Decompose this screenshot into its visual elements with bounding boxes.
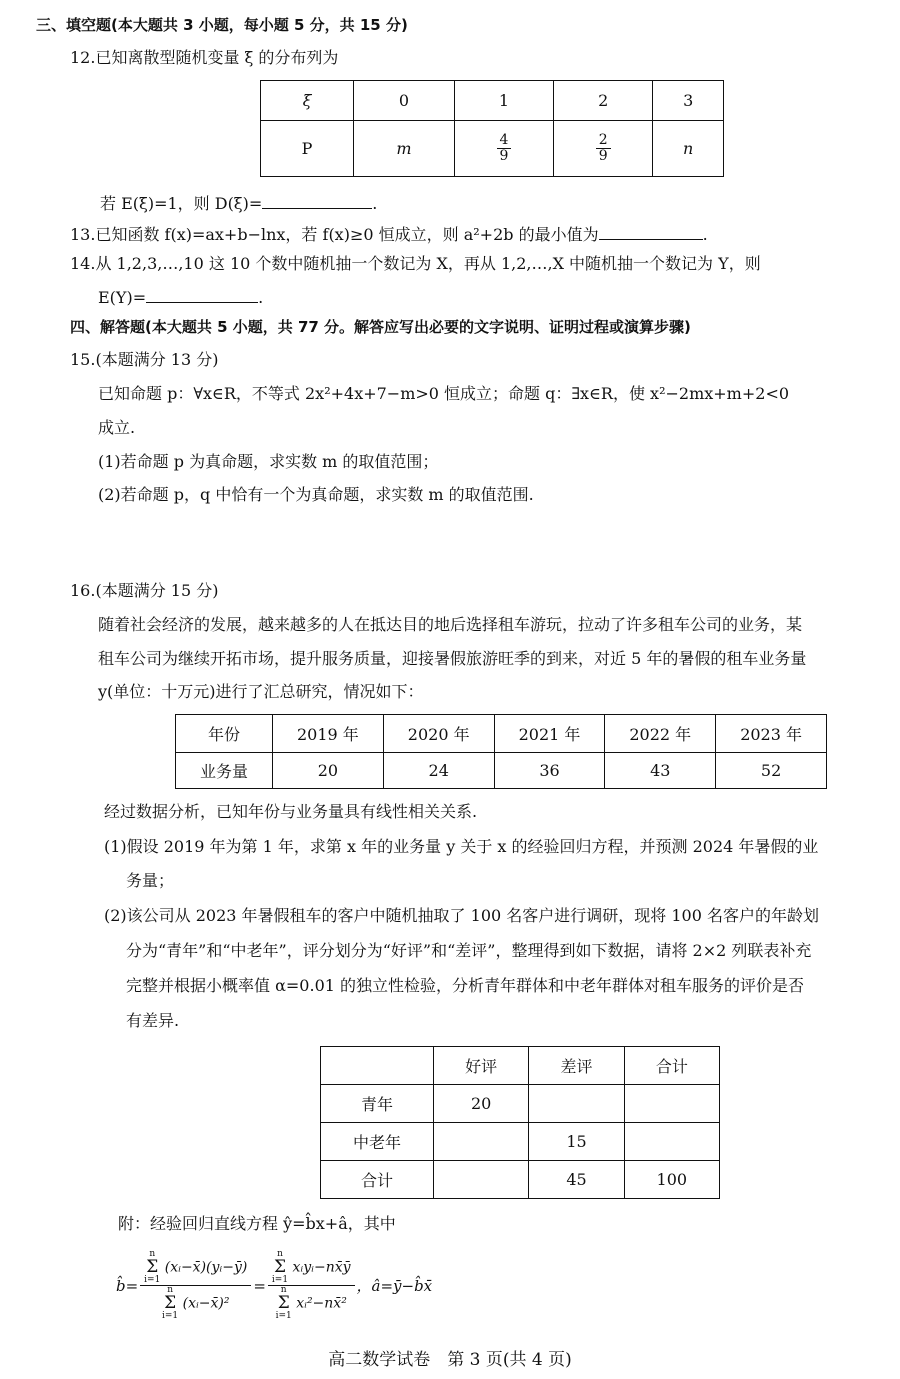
formula-text: b̂= bbox=[116, 1276, 139, 1295]
contingency-table bbox=[320, 1046, 720, 1199]
q16-paragraph: 经过数据分析，已知年份与业务量具有线性相关关系. bbox=[104, 802, 478, 821]
answer-blank[interactable] bbox=[146, 288, 258, 303]
table-cell: 2021 年 bbox=[494, 715, 605, 753]
q16-part2: 分为“青年”和“中老年”，评分划分为“好评”和“差评”，整理得到如下数据，请将 2×2 列联表补充 bbox=[126, 941, 812, 960]
table-cell: 2022 年 bbox=[605, 715, 716, 753]
section-3-heading: 三、填空题(本大题共 3 小题，每小题 5 分，共 15 分) bbox=[36, 16, 408, 34]
table-cell: 0 bbox=[354, 81, 455, 121]
table-cell: 24 bbox=[383, 753, 494, 789]
table-cell bbox=[434, 1123, 529, 1161]
sum-symbol: n Σ i=1 bbox=[162, 1285, 179, 1321]
regression-formula bbox=[116, 1250, 432, 1321]
table-cell: P bbox=[261, 121, 354, 177]
q14-line2: E(Y)= . bbox=[98, 288, 264, 307]
table-cell: 20 bbox=[273, 753, 384, 789]
table-cell: 差评 bbox=[529, 1047, 624, 1085]
table-cell bbox=[624, 1085, 719, 1123]
table-cell: 业务量 bbox=[176, 753, 273, 789]
sum-symbol: n Σ i=1 bbox=[271, 1249, 289, 1285]
table-cell: 1 bbox=[454, 81, 553, 121]
answer-blank[interactable] bbox=[599, 225, 703, 240]
q12-distribution-table bbox=[260, 80, 724, 177]
q12-tail: 若 E(ξ)=1，则 D(ξ)= . bbox=[100, 194, 378, 213]
table-cell: 合计 bbox=[321, 1161, 434, 1199]
q16-paragraph: y(单位：十万元)进行了汇总研究，情况如下： bbox=[98, 682, 424, 701]
sum-symbol: n Σ i=1 bbox=[144, 1249, 161, 1285]
q16-part2: (2)该公司从 2023 年暑假租车的客户中随机抽取了 100 名客户进行调研，现将 100 名客户的年龄划 bbox=[104, 906, 819, 925]
fraction: $\frac{2}{9}$ bbox=[596, 133, 611, 165]
table-cell: 3 bbox=[653, 81, 724, 121]
answer-blank[interactable] bbox=[262, 194, 372, 209]
table-cell: m bbox=[354, 121, 455, 177]
q15-part2: (2)若命题 p，q 中恰有一个为真命题，求实数 m 的取值范围. bbox=[98, 485, 534, 504]
table-cell: 100 bbox=[624, 1161, 719, 1199]
q13-text: 13.已知函数 f(x)=ax+b−lnx，若 f(x)≥0 恒成立，则 a²+2b 的最小值为 . bbox=[70, 225, 708, 244]
table-cell: 好评 bbox=[434, 1047, 529, 1085]
table-cell: 合计 bbox=[624, 1047, 719, 1085]
table-cell: 2019 年 bbox=[273, 715, 384, 753]
table-cell bbox=[434, 1161, 529, 1199]
table-cell: ξ bbox=[261, 81, 354, 121]
section-4-heading: 四、解答题(本大题共 5 小题，共 77 分。解答应写出必要的文字说明、证明过程或演算步骤) bbox=[70, 318, 691, 336]
table-cell: 15 bbox=[529, 1123, 624, 1161]
table-cell bbox=[554, 121, 653, 177]
table-cell: 20 bbox=[434, 1085, 529, 1123]
table-cell: 2020 年 bbox=[383, 715, 494, 753]
q15-line2: 成立. bbox=[98, 418, 136, 437]
q12-stem: 12.已知离散型随机变量 ξ 的分布列为 bbox=[70, 48, 339, 67]
table-cell: 中老年 bbox=[321, 1123, 434, 1161]
q16-paragraph: 随着社会经济的发展，越来越多的人在抵达目的地后选择租车游玩，拉动了许多租车公司的业务，某 bbox=[98, 615, 803, 634]
sum-symbol: n Σ i=1 bbox=[275, 1285, 292, 1321]
table-cell bbox=[454, 121, 553, 177]
q16-title: 16.(本题满分 15 分) bbox=[70, 581, 219, 600]
table-cell: 2 bbox=[554, 81, 653, 121]
q15-part1: (1)若命题 p 为真命题，求实数 m 的取值范围； bbox=[98, 452, 439, 471]
appendix-text: 附：经验回归直线方程 ŷ=b̂x+â，其中 bbox=[118, 1214, 396, 1233]
table-cell bbox=[529, 1085, 624, 1123]
table-cell bbox=[624, 1123, 719, 1161]
table-cell: n bbox=[653, 121, 724, 177]
fraction: $\frac{4}{9}$ bbox=[497, 133, 512, 165]
table-cell: 45 bbox=[529, 1161, 624, 1199]
table-cell: 43 bbox=[605, 753, 716, 789]
q16-paragraph: 租车公司为继续开拓市场，提升服务质量，迎接暑假旅游旺季的到来，对近 5 年的暑假的租车业务量 bbox=[98, 649, 807, 668]
page-footer: 高二数学试卷 第 3 页(共 4 页) bbox=[328, 1350, 572, 1370]
q16-business-table bbox=[175, 714, 827, 789]
formula-text: = bbox=[253, 1276, 266, 1295]
table-cell: 52 bbox=[716, 753, 827, 789]
q16-part2: 完整并根据小概率值 α=0.01 的独立性检验，分析青年群体和中老年群体对租车服务的评价是否 bbox=[126, 976, 805, 995]
fraction: n Σ i=1 xᵢyᵢ−nx̄ȳ n Σ i=1 xᵢ²−nx̄² bbox=[268, 1250, 355, 1321]
q15-line1: 已知命题 p：∀x∈R，不等式 2x²+4x+7−m>0 恒成立；命题 q：∃x∈R，使 x²−2mx+m+2<0 bbox=[98, 384, 790, 403]
formula-text: ，â=ȳ−b̂x̄ bbox=[356, 1277, 433, 1295]
table-cell: 2023 年 bbox=[716, 715, 827, 753]
q16-part1: (1)假设 2019 年为第 1 年，求第 x 年的业务量 y 关于 x 的经验回归方程，并预测 2024 年暑假的业 bbox=[104, 837, 819, 856]
q14-line1: 14.从 1,2,3,…,10 这 10 个数中随机抽一个数记为 X，再从 1,2,…,X 中随机抽一个数记为 Y，则 bbox=[70, 254, 761, 273]
q16-part1: 务量； bbox=[126, 871, 175, 890]
table-cell: 36 bbox=[494, 753, 605, 789]
q15-title: 15.(本题满分 13 分) bbox=[70, 350, 219, 369]
table-cell: 青年 bbox=[321, 1085, 434, 1123]
table-cell: 年份 bbox=[176, 715, 273, 753]
table-cell bbox=[321, 1047, 434, 1085]
fraction: n Σ i=1 (xᵢ−x̄)(yᵢ−ȳ) n Σ i=1 (xᵢ−x̄)² bbox=[140, 1250, 251, 1321]
q16-part2: 有差异. bbox=[126, 1011, 180, 1030]
